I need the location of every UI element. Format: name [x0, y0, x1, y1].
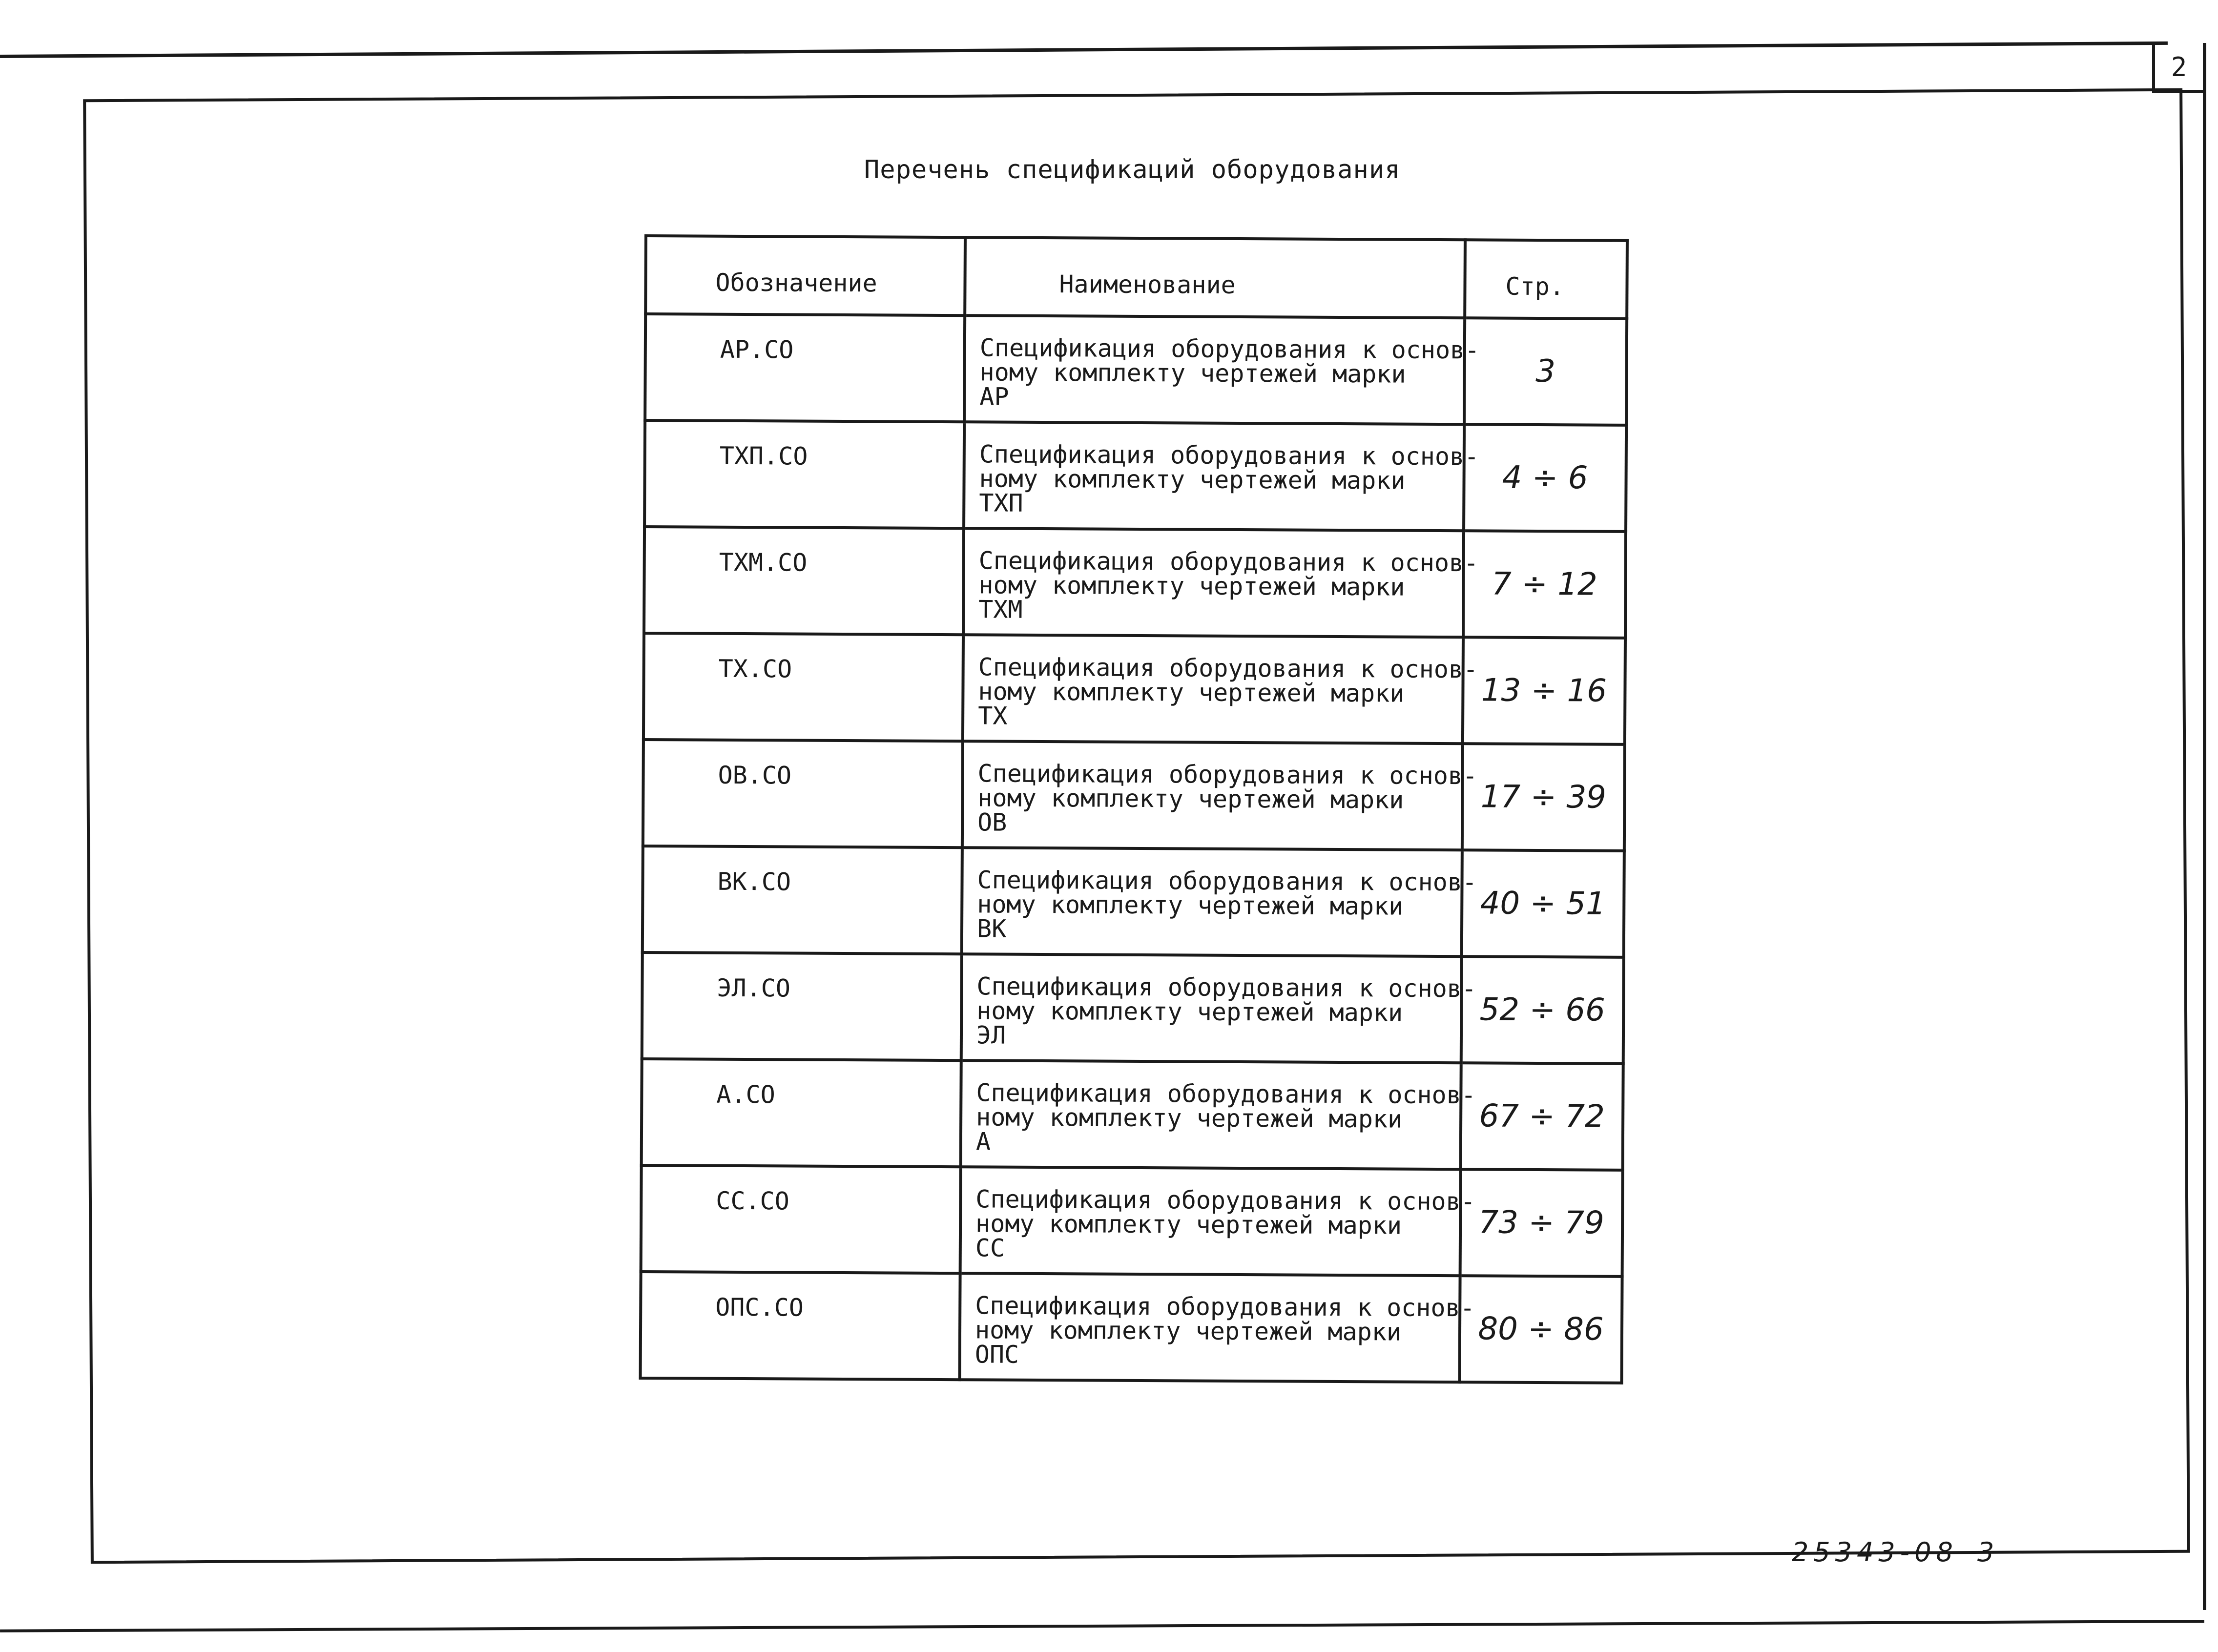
row-name: [964, 315, 1480, 424]
row-name-line: ному комплекту чертежей марки: [974, 1316, 1402, 1346]
sheet-number: 2: [2152, 44, 2203, 93]
table-row: [641, 1272, 1622, 1383]
row-name: [962, 741, 1478, 850]
row-code: СС.СО: [641, 1165, 961, 1273]
table-row: [643, 846, 1624, 957]
row-name: [963, 528, 1479, 637]
table-row: [644, 527, 1626, 638]
sheet-bottom-border: [0, 1620, 2204, 1632]
table-row: [642, 1059, 1623, 1170]
row-name-line: А: [975, 1127, 991, 1156]
row-name-line: Спецификация оборудования к основ-: [976, 972, 1477, 1003]
row-name-line: ТХ: [978, 702, 1008, 730]
row-name-line: ному комплекту чертежей марки: [978, 677, 1405, 708]
row-code: ВК.СО: [643, 846, 962, 954]
specifications-table: [639, 234, 1629, 1384]
row-code: ОВ.СО: [643, 740, 963, 847]
row-page: 73 ÷ 79: [1460, 1169, 1623, 1277]
table-row: [643, 740, 1625, 851]
row-name-line: Спецификация оборудования к основ-: [979, 440, 1479, 471]
column-header-page: Стр.: [1465, 240, 1627, 319]
row-name: [960, 1273, 1475, 1382]
row-page: 7 ÷ 12: [1463, 531, 1626, 638]
row-page: 4 ÷ 6: [1464, 424, 1626, 532]
row-code: АР.СО: [645, 314, 965, 422]
row-name-line: Спецификация оборудования к основ-: [978, 653, 1478, 684]
row-page: 13 ÷ 16: [1463, 637, 1625, 744]
row-page: 40 ÷ 51: [1462, 850, 1624, 957]
row-name-line: ному комплекту чертежей марки: [979, 358, 1406, 389]
row-name: [961, 1060, 1476, 1169]
row-name-line: Спецификация оборудования к основ-: [976, 1078, 1476, 1110]
row-name-line: ТХМ: [978, 595, 1023, 624]
row-name-line: АР: [979, 382, 1009, 411]
row-name-line: Спецификация оборудования к основ-: [975, 1185, 1475, 1216]
row-name: [961, 954, 1477, 1063]
row-code: А.СО: [642, 1059, 961, 1167]
document-code: 25343-08: [1792, 1537, 1958, 1568]
column-header-code: Обозначение: [645, 236, 965, 315]
column-header-name: Наименование: [965, 237, 1465, 318]
row-name-line: Спецификация оборудования к основ-: [975, 1291, 1475, 1322]
row-name-line: ВК: [976, 914, 1007, 943]
row-name-line: ному комплекту чертежей марки: [977, 784, 1404, 814]
row-code: ТХ.СО: [643, 633, 963, 741]
row-code: ОПС.СО: [641, 1272, 960, 1380]
table-row: [644, 420, 1626, 532]
row-name-line: ОПС: [974, 1340, 1019, 1369]
row-name-line: ному комплекту чертежей марки: [977, 890, 1404, 921]
row-code: ЭЛ.СО: [642, 952, 962, 1060]
row-page: 80 ÷ 86: [1460, 1276, 1622, 1383]
page-title: Перечень спецификаций оборудования: [864, 155, 1401, 185]
row-name-line: ному комплекту чертежей марки: [975, 1209, 1402, 1240]
row-page: 3: [1464, 318, 1627, 425]
row-name-line: ТХП: [979, 489, 1023, 517]
row-name-line: Спецификация оборудования к основ-: [977, 759, 1478, 790]
row-name-line: Спецификация оборудования к основ-: [978, 546, 1479, 578]
row-name-line: ному комплекту чертежей марки: [976, 1103, 1403, 1134]
document-page-number: 3: [1977, 1537, 1994, 1568]
row-name-line: Спецификация оборудования к основ-: [979, 333, 1480, 365]
table-row: [642, 952, 1624, 1064]
table-header-row: [645, 236, 1627, 319]
row-name: [963, 635, 1478, 743]
row-name-line: СС: [975, 1234, 1005, 1262]
row-page: 17 ÷ 39: [1462, 743, 1625, 851]
row-code: ТХП.СО: [644, 420, 964, 528]
sheet-right-border: [2203, 43, 2206, 1610]
row-code: ТХМ.СО: [644, 527, 964, 635]
sheet-top-border: [0, 41, 2168, 58]
table-row: [641, 1165, 1623, 1277]
row-name: [960, 1167, 1475, 1276]
row-name: [964, 422, 1479, 531]
row-name-line: ОВ: [977, 808, 1007, 837]
row-name-line: ному комплекту чертежей марки: [976, 996, 1403, 1027]
row-name-line: ЭЛ: [976, 1021, 1006, 1050]
row-name: [962, 847, 1477, 956]
row-name-line: ному комплекту чертежей марки: [979, 464, 1406, 495]
table-row: [645, 314, 1627, 425]
row-name-line: ному комплекту чертежей марки: [978, 571, 1405, 601]
table-row: [643, 633, 1625, 744]
row-name-line: Спецификация оборудования к основ-: [977, 866, 1477, 897]
row-page: 52 ÷ 66: [1461, 956, 1624, 1064]
row-page: 67 ÷ 72: [1461, 1063, 1623, 1170]
